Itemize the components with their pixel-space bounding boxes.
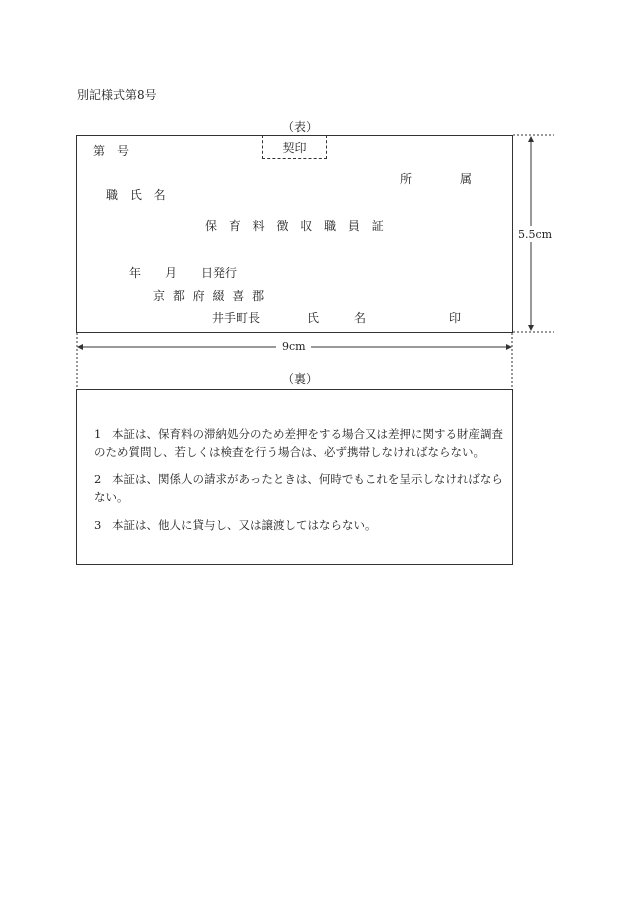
- form-number-heading: 別記様式第8号: [77, 88, 157, 102]
- back-item-text: 本証は、他人に貸与し、又は譲渡してはならない。: [112, 518, 377, 532]
- back-item-number: 3: [94, 518, 102, 532]
- issuer-name-1: 氏: [307, 311, 320, 325]
- back-item-number: 1: [94, 427, 102, 441]
- certificate-title: 保 育 料 徴 収 職 員 証: [205, 219, 388, 233]
- back-item-2: [94, 470, 508, 506]
- stamp-mark: 印: [449, 311, 462, 325]
- affiliation-label-2: 属: [460, 172, 473, 186]
- back-label: （裏）: [282, 372, 319, 386]
- prefecture-line: 京 都 府 綴 喜 郡: [153, 289, 267, 303]
- seal-label: 契印: [282, 140, 307, 155]
- back-item-number: 2: [94, 472, 102, 486]
- issuer-title: 井手町長: [212, 311, 261, 325]
- width-dimension-label: 9cm: [282, 340, 306, 353]
- affiliation-label-1: 所: [400, 172, 413, 186]
- back-item-text: 本証は、関係人の請求があったときは、何時でもこれを呈示しなければならない。: [94, 472, 503, 504]
- height-dimension-label: 5.5cm: [518, 228, 553, 241]
- back-item-text: 本証は、保育料の滞納処分のため差押をする場合又は差押に関する財産調査のため質問し、若しくは検査を行う場合は、必ず携帯しなければならない。: [94, 427, 503, 459]
- front-label: （表）: [282, 120, 319, 134]
- issuer-name-2: 名: [354, 311, 367, 325]
- employee-name-label: 職 氏 名: [106, 188, 170, 202]
- issue-date-line: 年 月 日発行: [129, 266, 238, 280]
- back-item-1: [94, 425, 508, 461]
- back-item-3: [94, 516, 508, 534]
- certificate-number-label: 第 号: [93, 144, 130, 158]
